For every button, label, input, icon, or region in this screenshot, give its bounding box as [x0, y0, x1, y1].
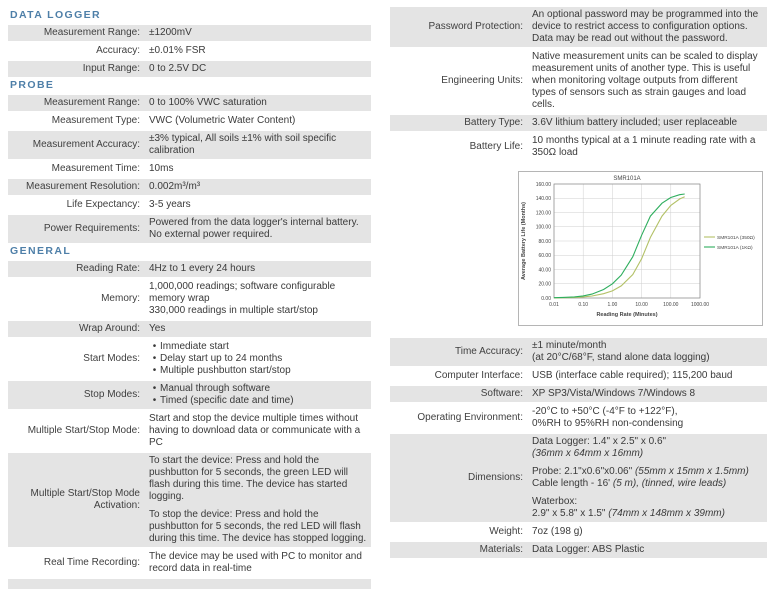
spec-text: 0%RH to 95%RH non-condensing — [532, 418, 684, 429]
spec-text: Native measurement units can be scaled to display measurement units of another type. This is useful when monitoring voltage outputs from different types of sensors such as strain gauges and load cells. — [532, 51, 758, 110]
spec-paragraph — [532, 51, 764, 111]
spec-paragraph — [532, 406, 764, 418]
right-column — [390, 0, 767, 560]
spec-text: Manual through software — [160, 383, 271, 394]
spec-text — [160, 341, 229, 353]
bullet-icon: • — [152, 341, 157, 352]
spec-text: (74mm x 148mm x 39mm) — [608, 508, 725, 519]
spec-label: Password Protection: — [428, 21, 523, 32]
spec-value — [149, 181, 371, 193]
bullet-icon: • — [152, 383, 157, 394]
spec-value — [149, 281, 371, 317]
spec-row — [8, 131, 371, 159]
spec-paragraph — [149, 353, 368, 365]
spec-label: Real Time Recording: — [43, 557, 140, 568]
spec-value — [532, 544, 767, 556]
spec-label: Memory: — [101, 293, 140, 304]
spec-row — [8, 25, 371, 41]
spec-text: Delay start up to 24 months — [160, 353, 283, 364]
spec-text: 10ms — [149, 163, 174, 174]
spec-value — [532, 117, 767, 129]
spec-value — [149, 581, 371, 587]
spec-row — [390, 404, 767, 432]
spec-text: Data Logger: 1.4" x 2.5" x 0.6" — [532, 436, 667, 447]
spec-value — [149, 133, 371, 157]
spec-text: Cable length - 16' — [532, 478, 613, 489]
spec-label: Reading Rate: — [76, 263, 140, 274]
spec-paragraph — [149, 63, 368, 75]
spec-paragraph — [149, 133, 368, 157]
spec-text: ±1200mV — [149, 27, 192, 38]
y-tick-label: 100.00 — [535, 224, 551, 231]
spec-row — [390, 49, 767, 113]
spec-value — [149, 263, 371, 275]
spec-row — [390, 7, 767, 47]
spec-text: ±1 minute/month — [532, 340, 607, 351]
bullet-icon: • — [152, 395, 157, 406]
spec-text — [160, 353, 282, 365]
spec-row — [8, 279, 371, 319]
spec-row — [8, 261, 371, 277]
spec-paragraph — [532, 508, 764, 520]
spec-paragraph — [532, 388, 764, 400]
spec-paragraph — [532, 418, 764, 430]
spec-row — [390, 524, 767, 540]
y-axis-label: Average Battery Life (Months) — [521, 201, 527, 281]
spec-paragraph — [149, 115, 368, 127]
spec-label: Start Modes: — [83, 353, 140, 364]
spec-paragraph — [532, 466, 764, 478]
spec-label: Measurement Range: — [43, 27, 140, 38]
spec-row — [8, 339, 371, 379]
spec-text: ±0.01% FSR — [149, 45, 206, 56]
spec-text: Immediate start — [160, 341, 229, 352]
y-tick-label: 120.00 — [535, 210, 551, 217]
spec-value — [532, 51, 767, 111]
x-tick-label: 10.00 — [635, 302, 648, 308]
spec-row — [8, 215, 371, 243]
spec-row — [8, 453, 371, 547]
spec-row — [390, 386, 767, 402]
spec-value — [149, 199, 371, 211]
spec-value — [149, 323, 371, 335]
spec-label: Engineering Units: — [441, 75, 523, 86]
spec-text: 4Hz to 1 every 24 hours — [149, 263, 256, 274]
spec-paragraph — [149, 455, 368, 503]
spec-value — [149, 27, 371, 39]
spec-text — [160, 365, 291, 377]
spec-row — [390, 338, 767, 366]
spec-paragraph — [149, 163, 368, 175]
spec-label: Measurement Range: — [43, 97, 140, 108]
spec-row — [8, 411, 371, 451]
spec-text: Yes — [149, 323, 166, 334]
spec-paragraph — [532, 340, 764, 352]
spec-text: Waterbox: — [532, 496, 578, 507]
spec-value — [149, 551, 371, 575]
spec-label: Computer Interface: — [434, 370, 523, 381]
spec-paragraph — [149, 323, 368, 335]
spec-text: XP SP3/Vista/Windows 7/Windows 8 — [532, 388, 696, 399]
spec-value — [149, 455, 371, 545]
spec-label: Measurement Resolution: — [26, 181, 140, 192]
spec-text: 3-5 years — [149, 199, 191, 210]
spec-paragraph — [149, 263, 368, 275]
battery-life-chart-container — [518, 171, 763, 326]
chart-title: SMR101A — [613, 176, 641, 182]
spec-label: Measurement Accuracy: — [32, 139, 140, 150]
spec-text: USB (interface cable required); 115,200 baud — [532, 370, 733, 381]
spec-value — [149, 97, 371, 109]
spec-label: Operating Environment: — [417, 412, 523, 423]
legend-label: SMR101A (1KΩ) — [717, 246, 753, 251]
spec-text: (at 20°C/68°F, stand alone data logging) — [532, 352, 710, 363]
x-tick-label: 0.10 — [578, 302, 589, 308]
battery-life-chart — [518, 171, 763, 326]
spec-row — [8, 95, 371, 111]
x-axis-label: Reading Rate (Minutes) — [596, 312, 658, 318]
spec-text: 10 months typical at a 1 minute reading rate with a 350Ω load — [532, 135, 756, 158]
spec-paragraph — [532, 9, 764, 45]
spec-text: 3.6V lithium battery included; user replaceable — [532, 117, 738, 128]
spec-paragraph — [149, 383, 368, 395]
spec-row — [8, 381, 371, 409]
section-header: DATA LOGGER — [10, 9, 102, 21]
spec-value — [149, 63, 371, 75]
spec-label: Life Expectancy: — [66, 199, 140, 210]
spec-paragraph — [149, 509, 368, 545]
spec-paragraph — [149, 27, 368, 39]
spec-label: Software: — [480, 388, 523, 399]
spec-value — [532, 135, 767, 159]
spec-text — [160, 383, 270, 395]
spec-text: Data Logger: ABS Plastic — [532, 544, 645, 555]
spec-label: Accuracy: — [96, 45, 140, 56]
spec-value — [532, 388, 767, 400]
spec-paragraph — [532, 496, 764, 508]
spec-row — [8, 179, 371, 195]
spec-paragraph — [149, 97, 368, 109]
spec-label: Battery Life: — [469, 141, 523, 152]
spec-value — [149, 45, 371, 57]
spec-paragraph — [149, 45, 368, 57]
spec-row — [8, 197, 371, 213]
spec-label: Dimensions: — [467, 472, 523, 483]
spec-paragraph — [149, 341, 368, 353]
spec-value — [532, 526, 767, 538]
spec-label: Wrap Around: — [79, 323, 140, 334]
spec-label — [8, 581, 149, 587]
spec-value — [149, 115, 371, 127]
spec-text: (36mm x 64mm x 16mm) — [532, 448, 644, 459]
y-tick-label: 20.00 — [538, 281, 551, 288]
spec-value — [532, 406, 767, 430]
spec-text: Probe: 2.1"x0.6"x0.06" — [532, 466, 635, 477]
spec-row — [8, 43, 371, 59]
spec-label: Materials: — [479, 544, 523, 555]
x-tick-label: 1.00 — [607, 302, 618, 308]
spec-value — [532, 370, 767, 382]
spec-paragraph — [149, 551, 368, 575]
y-tick-label: 40.00 — [538, 267, 551, 274]
section-header: PROBE — [10, 79, 55, 91]
spec-label: Input Range: — [82, 63, 140, 74]
spec-text: ±3% typical, All soils ±1% with soil specific calibration — [149, 133, 337, 156]
spec-value — [149, 163, 371, 175]
spec-value — [149, 341, 371, 377]
spec-value — [149, 413, 371, 449]
y-tick-label: 80.00 — [538, 238, 551, 245]
spec-text: To start the device: Press and hold the pushbutton for 5 seconds, the green LED will flash during this time. The device has started logging. — [149, 455, 349, 502]
spec-text: Timed (specific date and time) — [160, 395, 294, 406]
spec-text: To stop the device: Press and hold the pushbutton for 5 seconds, the red LED will flash during this time. The device has stopped logging. — [149, 509, 367, 544]
spec-paragraph — [532, 544, 764, 556]
y-tick-label: 140.00 — [535, 196, 551, 203]
spec-text: 1,000,000 readings; software configurable memory wrap — [149, 281, 336, 304]
spec-text: 2.9" x 5.8" x 1.5" — [532, 508, 609, 519]
spec-text: -20°C to +50°C (-4°F to +122°F), — [532, 406, 678, 417]
spec-text: VWC (Volumetric Water Content) — [149, 115, 296, 126]
spec-row — [390, 542, 767, 558]
spec-label: Measurement Time: — [51, 163, 140, 174]
spec-paragraph — [532, 117, 764, 129]
x-tick-label: 100.00 — [663, 302, 679, 308]
y-tick-label: 0.00 — [541, 295, 551, 302]
spec-value — [149, 383, 371, 407]
spec-text: 0 to 2.5V DC — [149, 63, 207, 74]
spec-row — [8, 61, 371, 77]
spec-paragraph — [532, 352, 764, 364]
y-tick-label: 160.00 — [535, 181, 551, 188]
spec-value — [532, 9, 767, 45]
spec-row — [390, 368, 767, 384]
spec-text: (5 m), (tinned, wire leads) — [612, 478, 727, 489]
legend-label: SMR101A (350Ω) — [717, 236, 755, 241]
spec-label: Multiple Start/Stop Mode: — [27, 425, 140, 436]
x-tick-label: 0.01 — [549, 302, 559, 308]
spec-text: An optional password may be programmed into the device to restrict access to configuration options. Data may be read out without the password. — [532, 9, 759, 44]
spec-label: Measurement Type: — [51, 115, 140, 126]
spec-row — [8, 549, 371, 577]
spec-paragraph — [149, 413, 368, 449]
spec-paragraph — [149, 199, 368, 211]
spec-row — [8, 161, 371, 177]
spec-paragraph — [532, 478, 764, 490]
spec-text: 0 to 100% VWC saturation — [149, 97, 267, 108]
spec-row — [390, 434, 767, 522]
spec-paragraph — [532, 436, 764, 448]
spec-paragraph — [149, 217, 368, 241]
spec-text: Start and stop the device multiple times without having to download data or communicate with a PC — [149, 413, 361, 448]
spec-text: 330,000 readings in multiple start/stop — [149, 305, 318, 316]
y-tick-label: 60.00 — [538, 253, 551, 260]
x-tick-label: 1000.00 — [690, 302, 710, 308]
spec-paragraph — [149, 181, 368, 193]
spec-row — [8, 321, 371, 337]
spec-text: 7oz (198 g) — [532, 526, 583, 537]
spec-paragraph — [149, 365, 368, 377]
spec-label: Power Requirements: — [43, 223, 140, 234]
left-column — [8, 0, 371, 591]
spec-row — [390, 133, 767, 161]
spec-label: Weight: — [489, 526, 523, 537]
spec-paragraph — [149, 395, 368, 407]
spec-label: Battery Type: — [464, 117, 523, 128]
spec-row — [390, 115, 767, 131]
bullet-icon: • — [152, 365, 157, 376]
spec-value — [532, 436, 767, 520]
spec-paragraph — [532, 448, 764, 460]
spec-paragraph — [532, 370, 764, 382]
spec-text — [160, 395, 294, 407]
spec-paragraph — [532, 135, 764, 159]
spec-value — [532, 340, 767, 364]
spec-label: Time Accuracy: — [455, 346, 523, 357]
spec-paragraph — [149, 281, 368, 305]
spec-label: Multiple Start/Stop Mode Activation: — [30, 488, 140, 511]
spec-text: The device may be used with PC to monitor and record data in real-time — [149, 551, 362, 574]
section-header: GENERAL — [10, 245, 72, 257]
spec-row — [8, 113, 371, 129]
spec-row — [8, 579, 371, 589]
spec-paragraph — [149, 305, 368, 317]
spec-label: Stop Modes: — [83, 389, 140, 400]
bullet-icon: • — [152, 353, 157, 364]
spec-text: Powered from the data logger's internal battery. No external power required. — [149, 217, 359, 240]
spec-text: 0.002m³/m³ — [149, 181, 201, 192]
spec-paragraph — [532, 526, 764, 538]
spec-text: (55mm x 15mm x 1.5mm) — [634, 466, 749, 477]
spec-value — [149, 217, 371, 241]
spec-text: Multiple pushbutton start/stop — [160, 365, 291, 376]
